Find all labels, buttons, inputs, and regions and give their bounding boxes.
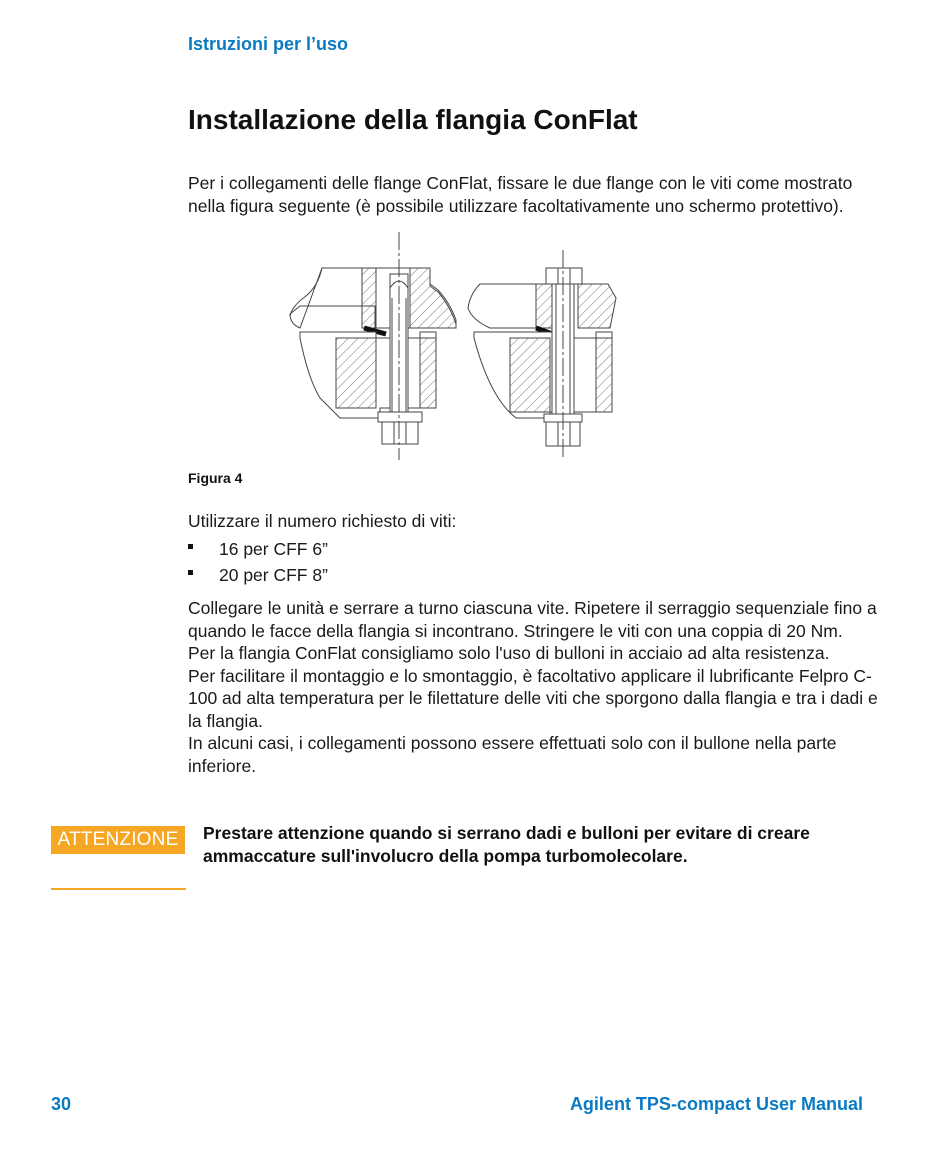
section-header: Istruzioni per l’uso (188, 34, 349, 54)
body-line: Collegare le unità e serrare a turno ciascuna vite. Ripetere il serraggio sequenziale fino a quando le facce della flangia si incontrano. Stringere le viti con una coppia di 20 Nm. (188, 598, 877, 641)
page-title: Installazione della flangia ConFlat (188, 104, 638, 135)
conflat-flange-figure (280, 228, 640, 464)
left-flange-assembly (290, 232, 456, 460)
warning-badge: ATTENZIONE (51, 826, 185, 854)
warning-text: Prestare attenzione quando si serrano dadi e bulloni per evitare di creare ammaccature sull'involucro della pompa turbomolecolare. (203, 823, 810, 866)
body-line: Per la flangia ConFlat consigliamo solo l'uso di bulloni in acciaio ad alta resistenza. (188, 643, 830, 663)
figure-caption: Figura 4 (188, 470, 243, 486)
warning-divider (51, 888, 186, 890)
intro-paragraph: Per i collegamenti delle flange ConFlat, fissare le due flange con le viti come mostrato nella figura seguente (è possibile utilizzare facoltativamente uno schermo protettivo). (188, 173, 853, 216)
screw-count-intro: Utilizzare il numero richiesto di viti: (188, 511, 457, 531)
bullet-icon (188, 544, 193, 549)
page-number: 30 (51, 1094, 72, 1114)
right-flange-assembly (468, 250, 616, 460)
body-text (188, 597, 888, 777)
body-line: Per facilitare il montaggio e lo smontaggio, è facoltativo applicare il lubrificante Felpro C-100 ad alta temperatura per le filettature delle viti che sporgono dalla flangia e tra i dadi e la flangia. (188, 665, 878, 731)
list-item-text: 20 per CFF 8” (219, 565, 328, 585)
bullet-icon (188, 570, 193, 575)
list-item-text: 16 per CFF 6” (219, 539, 328, 559)
body-line: In alcuni casi, i collegamenti possono essere effettuati solo con il bullone nella parte inferiore. (188, 733, 837, 776)
manual-title: Agilent TPS-compact User Manual (569, 1094, 863, 1114)
